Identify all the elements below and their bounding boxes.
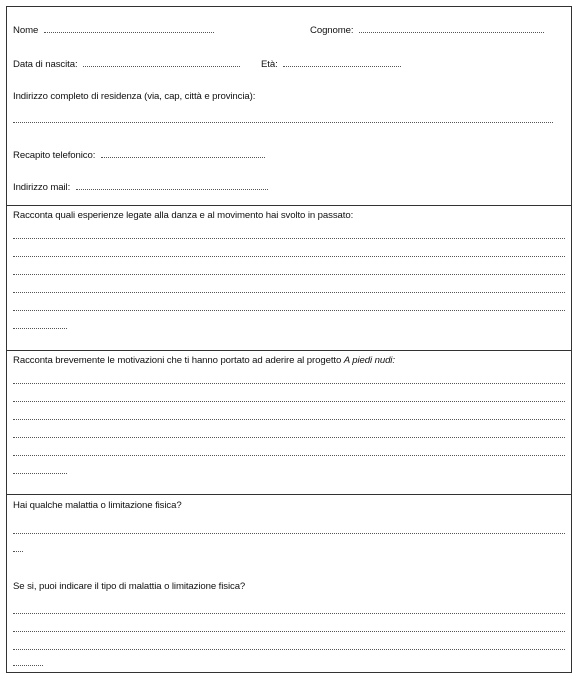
dance-answer-line[interactable] [13, 272, 565, 275]
project-name: A piedi nudi: [343, 355, 395, 366]
phone-label: Recapito telefonico: [13, 150, 96, 161]
email-field[interactable] [76, 181, 268, 190]
birth-field[interactable] [83, 58, 240, 67]
illness-answer-line[interactable] [13, 549, 23, 552]
name-row [13, 24, 214, 36]
motivation-answer-line[interactable] [13, 453, 565, 456]
motivation-section [7, 350, 571, 495]
illness-type-answer-line[interactable] [13, 663, 43, 666]
age-field[interactable] [283, 58, 401, 67]
phone-row [13, 149, 265, 161]
dance-answer-line[interactable] [13, 308, 565, 311]
motivation-answer-line[interactable] [13, 471, 67, 474]
motivation-question [13, 355, 395, 366]
motivation-answer-line[interactable] [13, 435, 565, 438]
illness-answer-line[interactable] [13, 531, 565, 534]
motivation-answer-line[interactable] [13, 399, 565, 402]
phone-field[interactable] [101, 149, 265, 158]
surname-row [310, 24, 544, 36]
illness-question: Hai qualche malattia o limitazione fisica? [13, 500, 182, 511]
illness-type-answer-line[interactable] [13, 611, 565, 614]
email-label: Indirizzo mail: [13, 182, 71, 193]
motivation-question-text: Racconta brevemente le motivazioni che ti hanno portato ad aderire al progetto [13, 355, 344, 366]
birth-row [13, 58, 240, 70]
dance-experience-section [7, 205, 571, 351]
name-field[interactable] [44, 24, 214, 33]
illness-type-question: Se si, puoi indicare il tipo di malattia o limitazione fisica? [13, 581, 246, 592]
illness-type-answer-line[interactable] [13, 647, 565, 650]
surname-field[interactable] [359, 24, 544, 33]
age-row [261, 58, 401, 70]
address-field[interactable] [13, 120, 553, 123]
dance-answer-line[interactable] [13, 326, 67, 329]
personal-data-section [7, 7, 571, 205]
illness-type-answer-line[interactable] [13, 629, 565, 632]
form-frame [6, 6, 572, 673]
health-section [7, 494, 571, 675]
name-label: Nome [13, 25, 39, 36]
birth-label: Data di nascita: [13, 59, 78, 70]
age-label: Età: [261, 59, 278, 70]
dance-answer-line[interactable] [13, 236, 565, 239]
motivation-answer-line[interactable] [13, 381, 565, 384]
motivation-answer-line[interactable] [13, 417, 565, 420]
dance-answer-line[interactable] [13, 254, 565, 257]
dance-answer-line[interactable] [13, 290, 565, 293]
surname-label: Cognome: [310, 25, 354, 36]
dance-question: Racconta quali esperienze legate alla danza e al movimento hai svolto in passato: [13, 210, 354, 221]
email-row [13, 181, 268, 193]
address-label: Indirizzo completo di residenza (via, cap, città e provincia): [13, 91, 256, 102]
